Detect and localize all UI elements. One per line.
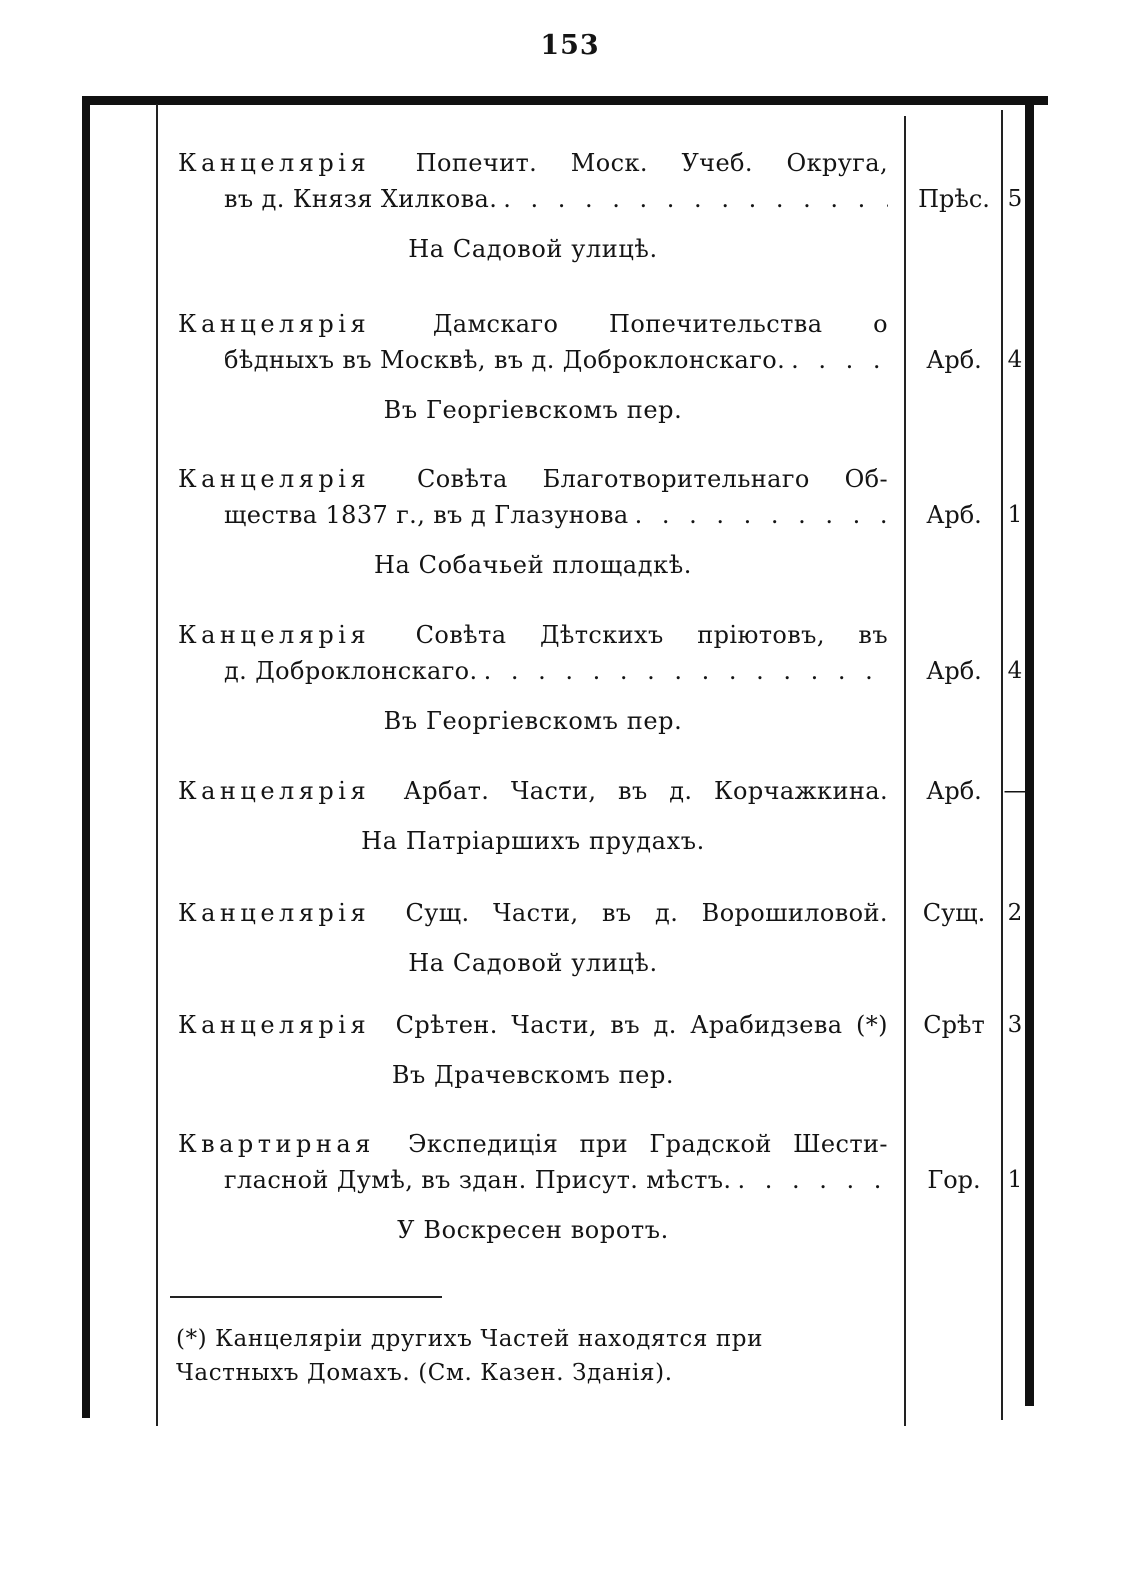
entry-line-1 <box>178 461 888 497</box>
footnote-line-2: Частныхъ Домахъ. (См. Казен. Зданія). <box>176 1360 673 1386</box>
entry-word: Моск. <box>570 149 648 177</box>
entry-word: Ворошиловой. <box>701 899 888 927</box>
entry-number: 2 <box>1007 900 1023 926</box>
entry-part: Арб. <box>926 657 982 685</box>
entry-word: Части, <box>492 899 579 927</box>
entry-part: Арб. <box>926 346 982 374</box>
entry-word: Округа, <box>786 149 888 177</box>
entry-word: въ <box>858 621 888 649</box>
entry-lead-word: Канцелярія <box>178 465 371 493</box>
entry-lead-word: Канцелярія <box>178 777 371 805</box>
entry-line-1 <box>178 306 888 342</box>
entry-part: Гор. <box>927 1166 981 1194</box>
column-divider-left <box>156 104 158 1426</box>
column-divider-part <box>904 116 906 1426</box>
entry-line-2-text: щества 1837 г., въ д Глазунова <box>224 501 629 529</box>
entry-word: въ <box>610 1011 640 1039</box>
entry-word: Арбат. <box>403 777 490 805</box>
entry-location: На Собачьей площадкѣ. <box>374 551 692 579</box>
entry-word: д. <box>669 777 693 805</box>
entry-number: 3 <box>1007 1012 1023 1038</box>
entry-description <box>178 1007 888 1043</box>
table-left-rule <box>82 96 90 1418</box>
entry-word: Экспедиція <box>408 1130 559 1158</box>
column-divider-number <box>1001 110 1003 1420</box>
entry-line-2-text: бѣдныхъ въ Москвѣ, въ д. Доброклонскаго. <box>224 346 786 374</box>
entry-location: Въ Георгіевскомъ пер. <box>383 396 683 424</box>
entry-description <box>178 895 888 931</box>
entry-line-1 <box>178 1007 888 1043</box>
entry-description <box>178 306 888 378</box>
entry-location: На Садовой улицѣ. <box>408 235 658 263</box>
entry-line-1 <box>178 617 888 653</box>
entry-word: Попечительства <box>609 310 823 338</box>
leader-dots <box>629 497 888 533</box>
entry-word: Совѣта <box>416 465 508 493</box>
entry-description <box>178 773 888 809</box>
entry-word: Учеб. <box>681 149 753 177</box>
entry-lead-word: Канцелярія <box>178 310 371 338</box>
entry-location: У Воскресен воротъ. <box>397 1216 669 1244</box>
entry-line-2 <box>178 342 888 378</box>
entry-number: 1 <box>1007 1167 1023 1193</box>
entry-description <box>178 461 888 533</box>
entry-line-2-text: д. Доброклонскаго. <box>224 657 478 685</box>
entry-word: (*) <box>856 1011 888 1039</box>
entry-word: Благотворительнаго <box>542 465 810 493</box>
entry-line-2 <box>178 1162 888 1198</box>
entry-word: Части, <box>510 777 597 805</box>
entry-description <box>178 1126 888 1198</box>
entry-word: Дамскаго <box>432 310 559 338</box>
entry-line-1 <box>178 1126 888 1162</box>
entry-part: Арб. <box>926 501 982 529</box>
entry-lead-word: Канцелярія <box>178 149 371 177</box>
entry-number: 1 <box>1007 502 1023 528</box>
footnote-line-1: (*) Канцеляріи другихъ Частей находятся при <box>176 1326 764 1352</box>
leader-dots <box>478 653 888 689</box>
leader-dots <box>497 181 888 217</box>
entry-part: Прѣс. <box>918 185 990 213</box>
entry-word: при <box>579 1130 629 1158</box>
entry-description <box>178 617 888 689</box>
entry-word: въ <box>602 899 632 927</box>
entry-word: Совѣта <box>415 621 507 649</box>
entry-line-1 <box>178 145 888 181</box>
entry-location: Въ Георгіевскомъ пер. <box>383 707 683 735</box>
entry-part: Срѣт <box>923 1011 985 1039</box>
entry-word: пріютовъ, <box>697 621 825 649</box>
entry-line-1 <box>178 773 888 809</box>
entry-part: Арб. <box>926 777 982 805</box>
entry-word: д. <box>655 899 679 927</box>
entry-number: 4 <box>1007 658 1023 684</box>
entry-word: Дѣтскихъ <box>539 621 664 649</box>
footnote-rule <box>170 1296 442 1298</box>
leader-dots <box>731 1162 888 1198</box>
entry-word: Корчажкина. <box>714 777 888 805</box>
leader-dots <box>785 342 888 378</box>
entry-word: Срѣтен. <box>395 1011 498 1039</box>
entry-line-2-text: въ д. Князя Хилкова. <box>224 185 498 213</box>
entry-number: — <box>1003 778 1027 804</box>
table-right-rule <box>1025 96 1034 1406</box>
page-number: 153 <box>540 30 600 61</box>
entry-location: На Патріаршихъ прудахъ. <box>361 827 705 855</box>
entry-number: 4 <box>1007 347 1023 373</box>
entry-description <box>178 145 888 217</box>
entry-word: Попечит. <box>415 149 538 177</box>
entry-word: Шести- <box>793 1130 888 1158</box>
table-top-rule <box>82 96 1048 105</box>
entry-lead-word: Канцелярія <box>178 621 371 649</box>
entry-line-2 <box>178 653 888 689</box>
entry-word: Части, <box>511 1011 597 1039</box>
entry-line-2 <box>178 181 888 217</box>
entry-lead-word: Канцелярія <box>178 1011 371 1039</box>
entry-line-2 <box>178 497 888 533</box>
entry-word: Градской <box>649 1130 772 1158</box>
entry-number: 5 <box>1007 186 1023 212</box>
entry-location: Въ Драчевскомъ пер. <box>391 1061 675 1089</box>
entry-lead-word: Квартирная <box>178 1130 375 1158</box>
entry-location: На Садовой улицѣ. <box>408 949 658 977</box>
entry-word: д. <box>653 1011 677 1039</box>
entry-line-1 <box>178 895 888 931</box>
entry-word: Сущ. <box>405 899 470 927</box>
entry-part: Сущ. <box>922 899 986 927</box>
entry-word: о <box>873 310 888 338</box>
entry-lead-word: Канцелярія <box>178 899 371 927</box>
entry-word: Об- <box>844 465 888 493</box>
entry-line-2-text: гласной Думѣ, въ здан. Присут. мѣстъ. <box>224 1166 732 1194</box>
entry-word: Арабидзева <box>690 1011 843 1039</box>
entry-word: въ <box>618 777 648 805</box>
